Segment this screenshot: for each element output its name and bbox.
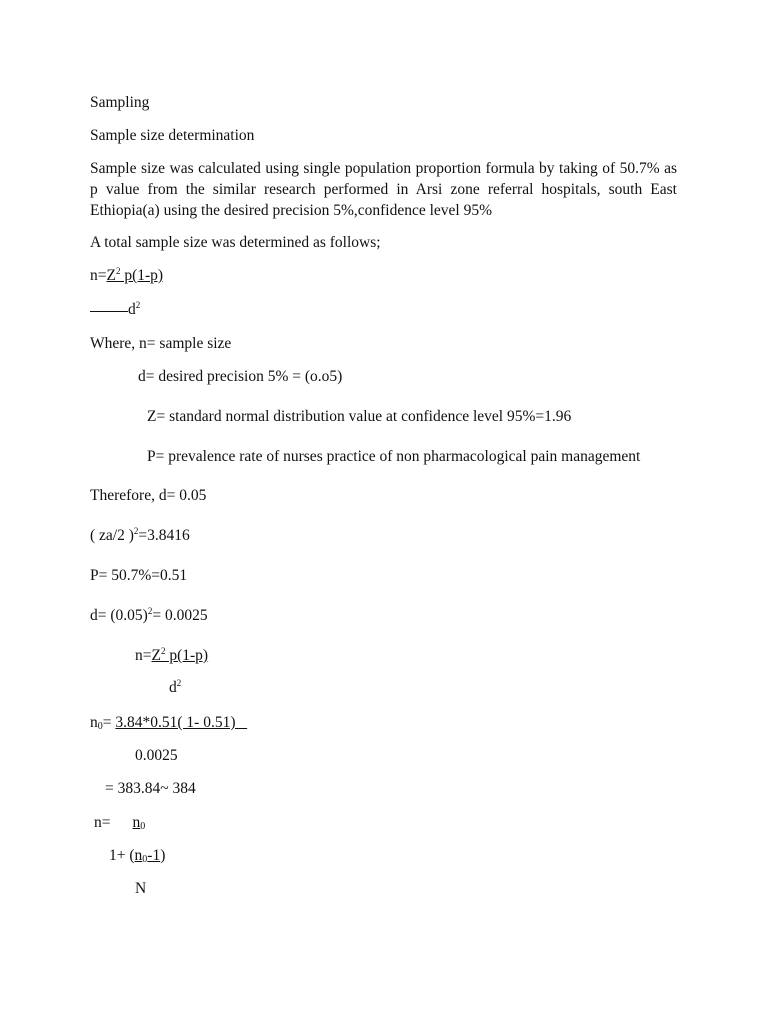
formula2-denominator: [169, 680, 181, 696]
closing-paren: ): [160, 847, 166, 864]
superscript: 2: [115, 266, 121, 276]
d-value: = 0.0025: [152, 607, 208, 624]
za-line: [90, 528, 190, 544]
subscript: 0: [142, 854, 148, 865]
formula-lhs: n=: [90, 267, 107, 284]
result-line: = 383.84~ 384: [105, 780, 196, 797]
n0-symbol: n: [134, 847, 143, 864]
z-symbol: Z: [151, 647, 161, 664]
denominator-expr: [135, 847, 161, 864]
za-value: =3.8416: [138, 527, 190, 544]
d-expr: d= (0.05): [90, 607, 148, 624]
population-N: N: [135, 880, 147, 897]
subscript: 0: [140, 821, 146, 832]
where-line: Where, n= sample size: [90, 335, 232, 352]
n0-denominator: 0.0025: [135, 747, 178, 764]
formula-numerator-expr: [107, 267, 164, 284]
superscript: 2: [133, 526, 139, 536]
definition-p: P= prevalence rate of nurses practice of non pharmacological pain management: [147, 448, 641, 465]
za-expr: ( za/2 ): [90, 527, 134, 544]
n0-symbol: n: [132, 814, 141, 831]
therefore-line: Therefore, d= 0.05: [90, 487, 207, 504]
superscript: 2: [176, 678, 182, 688]
minus-one: -1: [147, 847, 161, 864]
d-squared-line: [90, 608, 208, 624]
formula-denominator: [90, 302, 140, 318]
p-line: P= 50.7%=0.51: [90, 567, 188, 584]
superscript: 2: [147, 606, 153, 616]
subsection-title: Sample size determination: [90, 127, 255, 144]
formula-rest: p(1-p): [120, 267, 164, 284]
definition-z: Z= standard normal distribution value at confidence level 95%=1.96: [147, 408, 572, 425]
definition-d: d= desired precision 5% = (o.o5): [138, 368, 343, 385]
formula-lhs: n=: [135, 647, 152, 664]
formula-lhs: n=: [94, 814, 111, 831]
superscript: 2: [160, 646, 166, 656]
formula-numerator-expr: [152, 647, 209, 664]
formula-numerator: [90, 268, 163, 284]
formula3-denominator: [109, 848, 165, 864]
superscript: 2: [135, 300, 141, 310]
section-title: Sampling: [90, 94, 150, 111]
intro-paragraph: Sample size was calculated using single population proportion formula by taking of 50.7% as p value from the similar research performed in Arsi zone referral hospitals, south East Ethiopia(a) using the desired precision 5%,confidence level 95%: [90, 160, 677, 219]
z-symbol: Z: [106, 267, 116, 284]
denominator-prefix: 1+ (: [109, 847, 135, 864]
n0-numerator: [90, 715, 247, 731]
n0-numerator-expr: 3.84*0.51( 1- 0.51): [115, 714, 248, 731]
n0-symbol: n: [90, 714, 98, 731]
fraction-bar: [90, 311, 128, 312]
formula2-numerator: [135, 648, 208, 664]
denominator-d: d: [128, 301, 136, 318]
subscript: 0: [97, 721, 103, 732]
total-sample-line: A total sample size was determined as follows;: [90, 234, 381, 251]
n0-fraction-numerator: [133, 814, 146, 831]
equals-sign: =: [102, 714, 116, 731]
denominator-d: d: [169, 679, 177, 696]
formula3-numerator: [94, 815, 145, 831]
formula-rest: p(1-p): [165, 647, 209, 664]
